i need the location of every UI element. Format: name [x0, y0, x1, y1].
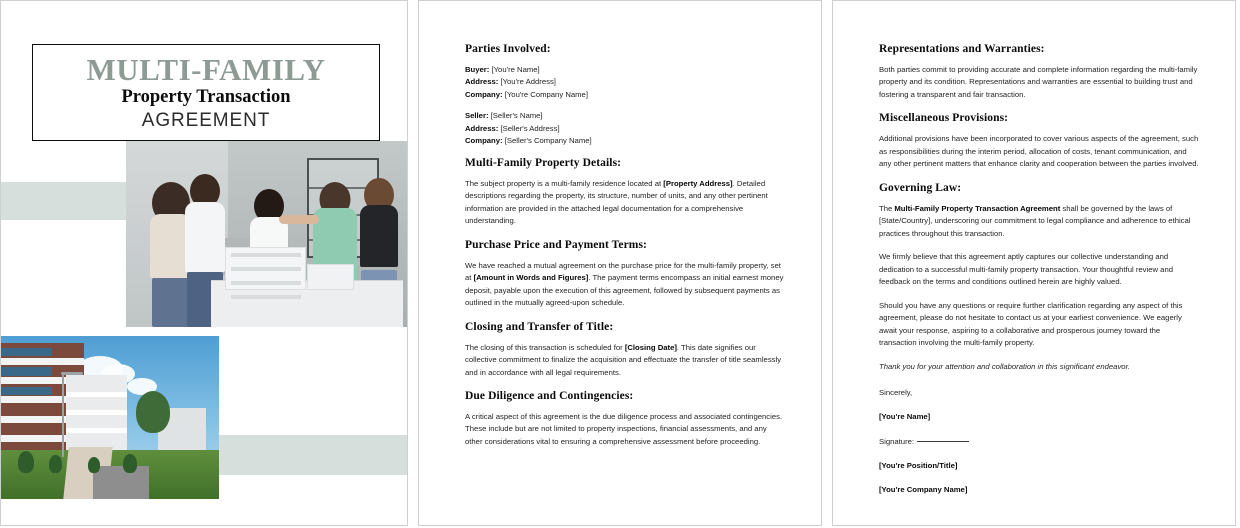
paragraph-due-diligence: A critical aspect of this agreement is the due diligence process and associated contingencies. These include but are not limited to property inspections, financial assessments, and any other considerations vital to ensuring a comprehensive assessment before proceeding. — [465, 411, 783, 446]
buyer-row — [465, 64, 785, 76]
paragraph-questions-clarification: Should you have any questions or require further clarification regarding any aspect of this agreement, please do not hesitate to contact us at your earliest convenience. We eagerly await your response, aspiring to a collaborative and prosperous journey toward the transaction involving the multi-family property. — [879, 300, 1183, 348]
buyer-details-block — [465, 64, 785, 101]
signature-field-row — [879, 436, 1199, 448]
page-gap — [408, 0, 418, 526]
placeholder-property-address: [Property Address] — [663, 178, 733, 188]
heading-miscellaneous-provisions: Miscellaneous Provisions: — [879, 112, 1009, 125]
text-fragment: We have reached a mutual agreement on the purchase price for the multi-family property, set at — [465, 260, 781, 283]
signer-name: [You're Name] — [879, 412, 931, 422]
page-gap — [822, 0, 832, 526]
shrub-shape — [18, 451, 34, 473]
cover-title-tertiary: AGREEMENT — [141, 110, 271, 132]
cover-title-box — [32, 44, 380, 141]
paragraph-representations-warranties: Both parties commit to providing accurate and complete information regarding the multi-family property and its condition. Representations and warranties are essential to building trust and fostering a transparent and fair transaction. — [879, 65, 1198, 99]
cover-title-secondary: Property Transaction — [121, 87, 291, 108]
placeholder-closing-date: [Closing Date] — [624, 342, 677, 352]
apartment-exterior-photo — [1, 336, 219, 499]
document-page-3 — [832, 0, 1236, 526]
seller-row — [465, 110, 785, 122]
heading-property-details: Multi-Family Property Details: — [465, 156, 622, 169]
heading-governing-law: Governing Law: — [879, 181, 962, 194]
heading-representations-warranties: Representations and Warranties: — [879, 43, 1045, 55]
paragraph-collective-understanding: We firmly believe that this agreement aptly captures our collective understanding and dedication to a successful multi-family property transaction. Your thoughtful review and feedback on the terms and conditions outlined herein are highly valued. — [879, 252, 1173, 287]
buyer-value: [You're Name] — [491, 65, 540, 74]
seller-company-label: Company: — [465, 136, 503, 146]
tree-shape — [136, 391, 170, 433]
document-page-2 — [418, 0, 822, 526]
page-3-content — [879, 43, 1199, 509]
buyer-company-value: [You're Company Name] — [504, 89, 588, 99]
paragraph-governing-law — [879, 203, 1199, 240]
buyer-address-value: [You're Address] — [500, 77, 556, 87]
seller-company-row — [465, 135, 785, 147]
heading-due-diligence: Due Diligence and Contingencies: — [465, 389, 634, 402]
signature-label: Signature: — [879, 436, 915, 446]
document-page-1-cover — [0, 0, 408, 526]
closing-thanks-note: Thank you for your attention and collaboration in this significant endeavor. — [879, 361, 1130, 371]
text-fragment: . This date signifies our collective commitment to finalize the acquisition and effectuate the transfer of title seamlessly and in accordance with all legal requirements. — [465, 342, 782, 377]
paragraph-miscellaneous-provisions: Additional provisions have been incorporated to cover various aspects of the agreement, such as responsibilities during the interim period, allocation of costs, tenant communication, and any other pertinent matters that enhance clarity and cooperation between the parties involved. — [879, 134, 1199, 169]
seller-company-value: [Seller's Company Name] — [504, 136, 592, 146]
heading-closing-transfer: Closing and Transfer of Title: — [465, 320, 614, 333]
street-lamp-icon — [62, 372, 64, 457]
heading-parties-involved: Parties Involved: — [465, 43, 551, 55]
paragraph-closing-transfer — [465, 342, 785, 379]
placeholder-amount: [Amount in Words and Figures] — [473, 273, 589, 283]
architectural-model-annex — [307, 264, 354, 290]
text-fragment: The subject property is a multi-family residence located at — [465, 178, 664, 188]
seller-address-row — [465, 123, 785, 135]
buyer-label: Buyer: — [465, 65, 490, 74]
page-2-content — [465, 43, 785, 459]
buyer-address-row — [465, 76, 785, 88]
signer-title: [You're Position/Title] — [879, 460, 958, 470]
signer-company: [You're Company Name] — [879, 485, 968, 495]
seller-address-label: Address: — [465, 123, 499, 133]
shrub-shape — [49, 455, 62, 473]
seller-details-block — [465, 110, 785, 147]
text-fragment: . Detailed descriptions regarding the property, its structure, number of units, and any other pertinent information are provided in the attached legal documentation for a comprehensive understanding. — [465, 178, 768, 226]
heading-purchase-price: Purchase Price and Payment Terms: — [465, 238, 647, 251]
seller-value: [Seller's Name] — [490, 111, 543, 121]
shrub-shape — [123, 454, 137, 473]
shrub-shape — [88, 457, 100, 473]
text-fragment: The — [879, 203, 895, 213]
apartment-building-mid — [66, 375, 127, 450]
buyer-company-row — [465, 89, 785, 101]
seller-label: Seller: — [465, 111, 489, 121]
paragraph-property-details — [465, 178, 785, 228]
text-fragment: shall be governed by the laws of [State/Country], underscoring our commitment to legal compliance and adherence to ethical practices throughout this transaction. — [879, 203, 1191, 238]
buyer-address-label: Address: — [465, 77, 499, 87]
signature-blank-line[interactable] — [917, 441, 969, 442]
sincerely-line: Sincerely, — [879, 387, 913, 397]
paragraph-purchase-price — [465, 260, 785, 310]
handshake-shape — [279, 215, 319, 224]
text-fragment: . The payment terms encompass an initial earnest money deposit, payable upon the execution of this agreement, followed by subsequent payments as outlined in the mutually agreed-upon schedule. — [465, 273, 784, 308]
text-fragment: The closing of this transaction is scheduled for — [465, 342, 625, 352]
road-shape — [93, 466, 150, 499]
meeting-handshake-photo — [126, 141, 408, 327]
buyer-company-label: Company: — [465, 89, 503, 99]
architectural-model-building — [225, 247, 306, 290]
agreement-name-strong: Multi-Family Property Transaction Agreement — [894, 203, 1061, 213]
seller-address-value: [Seller's Address] — [500, 123, 560, 133]
cover-title-primary: MULTI-FAMILY — [86, 52, 326, 87]
